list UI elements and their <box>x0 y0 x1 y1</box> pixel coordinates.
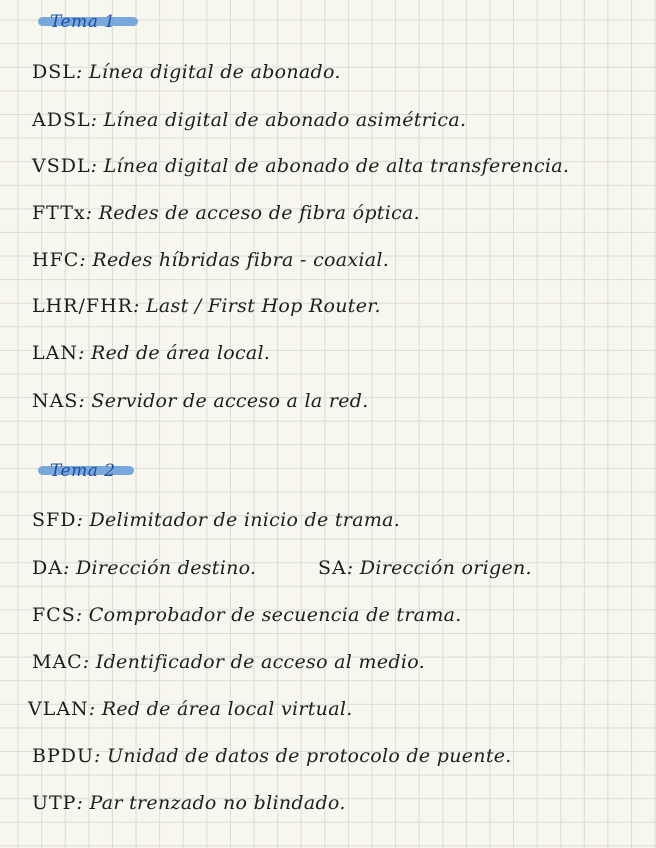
entry-definition: Last / First Hop Router. <box>146 295 381 317</box>
entry-separator: : <box>76 509 84 531</box>
glossary-entry <box>32 154 569 178</box>
entry-definition: Unidad de datos de protocolo de puente. <box>107 745 512 767</box>
glossary-entry <box>32 294 381 318</box>
entry-abbr: FCS <box>32 604 76 626</box>
entry-abbr: HFC <box>32 249 80 271</box>
entry-separator: : <box>90 155 98 177</box>
entry-separator: : <box>79 249 86 271</box>
entry-abbr: FTTx <box>32 202 86 224</box>
entry-separator: : <box>94 745 101 767</box>
glossary-entry <box>32 508 400 532</box>
entry-definition: Par trenzado no blindado. <box>89 792 346 814</box>
entry-separator: : <box>132 295 140 317</box>
entry-abbr: MAC <box>32 651 83 673</box>
entry-separator: : <box>78 390 86 412</box>
glossary-entry <box>32 108 466 132</box>
entry-abbr: LHR/FHR <box>32 295 133 317</box>
glossary-entry <box>32 201 420 225</box>
topic1-heading <box>38 12 138 32</box>
entry-definition: Redes de acceso de fibra óptica. <box>98 202 421 224</box>
topic2-title: Tema 2 <box>50 461 116 481</box>
entry-abbr: BPDU <box>32 745 94 767</box>
entry-separator: : <box>85 202 93 224</box>
entry-definition: Servidor de acceso a la red. <box>91 390 369 412</box>
glossary-entry <box>32 389 369 413</box>
glossary-entry <box>32 248 389 272</box>
entry-definition: Red de área local. <box>91 342 271 364</box>
entry-abbr: UTP <box>32 792 77 814</box>
entry-definition: Línea digital de abonado asimétrica. <box>103 109 467 131</box>
glossary-entry <box>32 556 256 580</box>
entry-abbr: NAS <box>32 390 79 412</box>
entry-abbr: DA <box>32 557 63 579</box>
entry-definition: Red de área local virtual. <box>101 698 353 720</box>
entry-abbr: LAN <box>32 342 78 364</box>
entry-definition: Dirección origen. <box>359 557 532 579</box>
entry-separator: : <box>75 61 83 83</box>
topic2-heading <box>38 461 134 481</box>
entry-abbr: DSL <box>32 61 76 83</box>
entry-separator: : <box>62 557 70 579</box>
entry-definition: Línea digital de abonado. <box>88 61 341 83</box>
entry-abbr: VLAN <box>28 698 89 720</box>
glossary-entry <box>32 791 346 815</box>
glossary-entry <box>318 556 532 580</box>
glossary-entry <box>32 744 512 768</box>
entry-abbr: VSDL <box>32 155 91 177</box>
entry-abbr: SFD <box>32 509 77 531</box>
glossary-entry <box>32 650 425 674</box>
entry-separator: : <box>88 698 96 720</box>
entry-definition: Identificador de acceso al medio. <box>95 651 425 673</box>
glossary-entry <box>28 697 353 721</box>
entry-separator: : <box>76 792 84 814</box>
topic1-title: Tema 1 <box>50 12 116 32</box>
entry-separator: : <box>90 109 98 131</box>
entry-definition: Comprobador de secuencia de trama. <box>88 604 462 626</box>
entry-separator: : <box>82 651 90 673</box>
glossary-entry <box>32 341 270 365</box>
entry-separator: : <box>75 604 83 626</box>
entry-separator: : <box>77 342 85 364</box>
entry-definition: Dirección destino. <box>76 557 257 579</box>
entry-definition: Línea digital de abonado de alta transferencia. <box>103 155 570 177</box>
glossary-entry <box>32 603 462 627</box>
entry-abbr: SA <box>318 557 347 579</box>
glossary-entry <box>32 60 341 84</box>
entry-separator: : <box>346 557 354 579</box>
entry-definition: Redes híbridas fibra - coaxial. <box>92 249 390 271</box>
entry-abbr: ADSL <box>32 109 91 131</box>
entry-definition: Delimitador de inicio de trama. <box>89 509 401 531</box>
